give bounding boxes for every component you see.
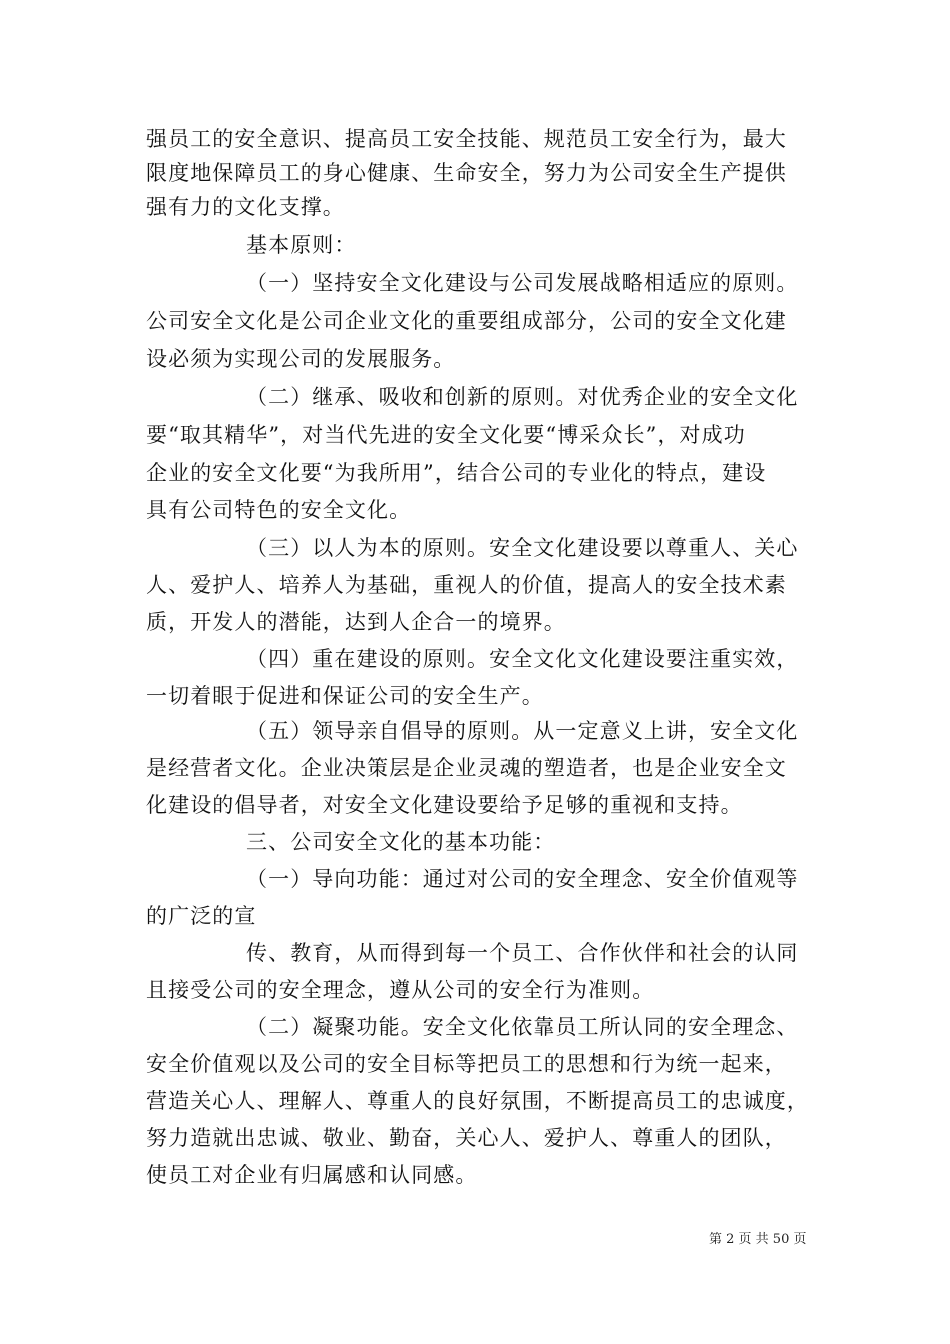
text-line: 是经营者文化。企业决策层是企业灵魂的塑造者，也是企业安全文: [146, 756, 787, 780]
text-line: （三）以人为本的原则。安全文化建设要以尊重人、关心: [246, 536, 799, 560]
text-line: 的广泛的宣: [146, 904, 257, 928]
text-line: 人、爱护人、培养人为基础，重视人的价值，提高人的安全技术素: [146, 573, 787, 597]
text-line: 且接受公司的安全理念，遵从公司的安全行为准则。: [146, 978, 655, 1002]
text-line: 努力造就出忠诚、敬业、勤奋，关心人、爱护人、尊重人的团队，: [146, 1126, 787, 1150]
text-line: 安全价值观以及公司的安全目标等把员工的思想和行为统一起来，: [146, 1052, 787, 1076]
text-line: 企业的安全文化要“为我所用”，结合公司的专业化的特点，建设: [146, 461, 767, 485]
text-line: 要“取其精华”，对当代先进的安全文化要“博采众长”，对成功: [146, 423, 746, 447]
section-heading: 基本原则：: [246, 233, 357, 257]
text-line: 强员工的安全意识、提高员工安全技能、规范员工安全行为，最大: [146, 127, 787, 151]
text-line: 传、教育，从而得到每一个员工、合作伙伴和社会的认同: [246, 941, 799, 965]
text-line: 化建设的倡导者，对安全文化建设要给予足够的重视和支持。: [146, 793, 743, 817]
text-line: （一）坚持安全文化建设与公司发展战略相适应的原则。: [246, 271, 799, 295]
text-line: （二）凝聚功能。安全文化依靠员工所认同的安全理念、: [246, 1015, 799, 1039]
text-line: （四）重在建设的原则。安全文化文化建设要注重实效，: [246, 647, 799, 671]
section-heading: 三、公司安全文化的基本功能：: [246, 830, 556, 854]
text-line: 限度地保障员工的身心健康、生命安全，努力为公司安全生产提供: [146, 161, 787, 185]
text-line: 设必须为实现公司的发展服务。: [146, 347, 456, 371]
text-line: 一切着眼于促进和保证公司的安全生产。: [146, 684, 544, 708]
text-line: 使员工对企业有归属感和认同感。: [146, 1163, 478, 1187]
text-line: 营造关心人、理解人、尊重人的良好氛围，不断提高员工的忠诚度，: [146, 1089, 809, 1113]
text-line: （二）继承、吸收和创新的原则。对优秀企业的安全文化: [246, 385, 799, 409]
page-number: 第 2 页 共 50 页: [709, 1232, 807, 1247]
text-line: （一）导向功能：通过对公司的安全理念、安全价值观等: [246, 867, 799, 891]
text-line: 质，开发人的潜能，达到人企合一的境界。: [146, 610, 566, 634]
text-line: （五）领导亲自倡导的原则。从一定意义上讲，安全文化: [246, 719, 799, 743]
text-line: 具有公司特色的安全文化。: [146, 498, 412, 522]
text-line: 强有力的文化支撑。: [146, 195, 345, 219]
text-line: 公司安全文化是公司企业文化的重要组成部分，公司的安全文化建: [146, 309, 787, 333]
